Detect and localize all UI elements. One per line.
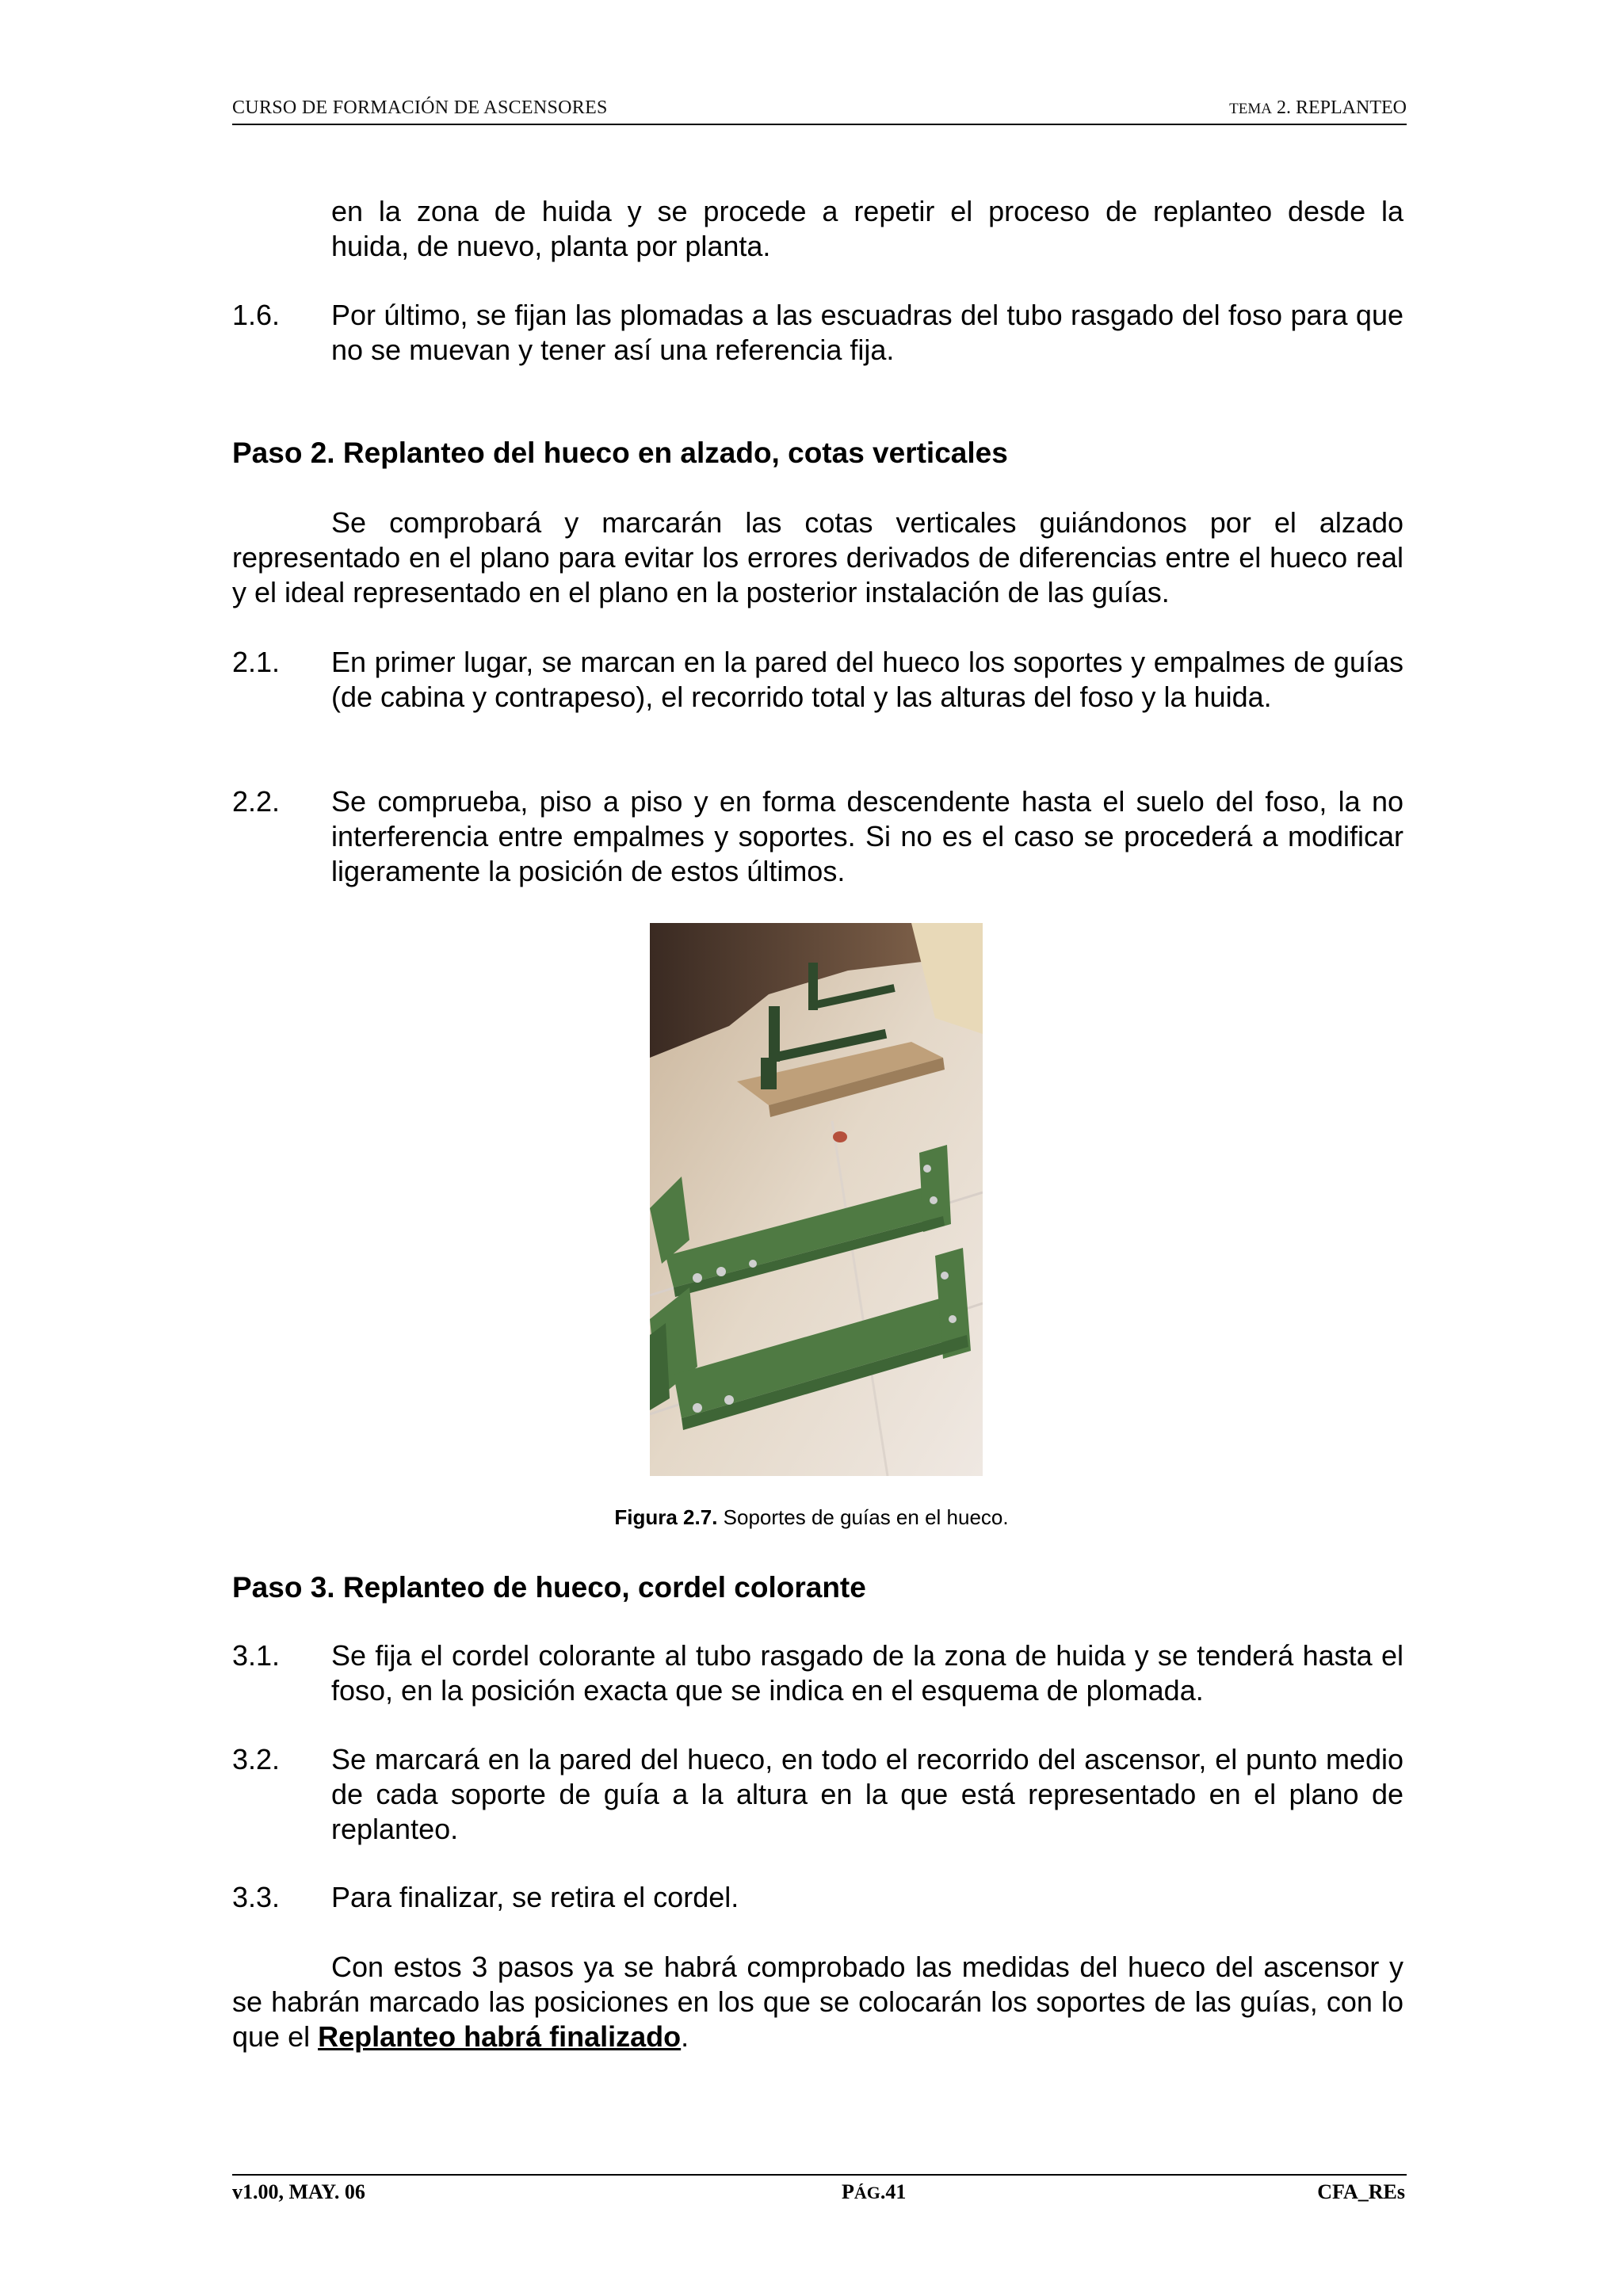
closing-paragraph: Con estos 3 pasos ya se habrá comprobado las medidas del hueco del ascensor y se habrán marcado las posiciones en los que se colocarán los soportes de las guías, con lo que el Replanteo habrá finalizado. [232,1951,1403,2053]
item-text: En primer lugar, se marcan en la pared del hueco los soportes y empalmes de guías (de cabina y contrapeso), el recorrido total y las alturas del foso y la huida. [331,646,1403,713]
item-text: Se fija el cordel colorante al tubo rasgado de la zona de huida y se tenderá hasta el foso, en la posición exacta que se indica en el esquema de plomada. [331,1639,1403,1707]
item-text: Se marcará en la pared del hueco, en todo el recorrido del ascensor, el punto medio de cada soporte de guía a la altura en la que está representado en el plano de replanteo. [331,1743,1403,1845]
page-header [232,95,1407,125]
page-number: PÁG.41 [842,2180,907,2203]
section-paragraph: Se comprobará y marcarán las cotas verticales guiándonos por el alzado representado en el plano para evitar los errores derivados de diferencias entre el hueco real y el ideal representado en el plano en la posterior instalación de las guías. [232,506,1403,608]
figure-caption-text: Soportes de guías en el hueco. [717,1505,1009,1529]
chapter-title: TEMA 2. REPLANTEO [1229,97,1407,118]
figure-photo-guide-supports [650,923,983,1476]
footer-rule [232,2174,1407,2176]
section-heading: Paso 3. Replanteo de hueco, cordel colorante [232,1571,866,1604]
item-text: Por último, se fijan las plomadas a las escuadras del tubo rasgado del foso para que no se muevan y tener así una referencia fija. [331,299,1403,366]
figure-caption [0,1505,1623,1530]
figure-label: Figura 2.7. [614,1505,718,1529]
item-number: 3.3. [232,1881,281,1913]
section-heading: Paso 2. Replanteo del hueco en alzado, cotas verticales [232,437,1008,469]
continuation-paragraph [331,194,1403,264]
footer-version: v1.00, MAY. 06 [232,2180,365,2203]
closing-emphasis: Replanteo habrá finalizado [318,2020,682,2053]
continuation-line-2: huida, de nuevo, planta por planta. [331,230,771,262]
item-text: Para finalizar, se retira el cordel. [331,1881,739,1913]
course-title: CURSO DE FORMACIÓN DE ASCENSORES [232,97,608,118]
item-number: 3.1. [232,1639,281,1672]
continuation-line-1: en la zona de huida y se procede a repetir el proceso de replanteo desde la [331,195,1403,227]
item-number: 2.1. [232,646,281,678]
item-number: 1.6. [232,299,281,331]
item-number: 2.2. [232,785,281,818]
footer-code: CFA_REs [1317,2180,1405,2203]
item-text: Se comprueba, piso a piso y en forma descendente hasta el suelo del foso, la no interferencia entre empalmes y soportes. Si no es el caso se procederá a modificar ligeramente la posición de estos últimos. [331,785,1403,887]
item-number: 3.2. [232,1743,281,1775]
